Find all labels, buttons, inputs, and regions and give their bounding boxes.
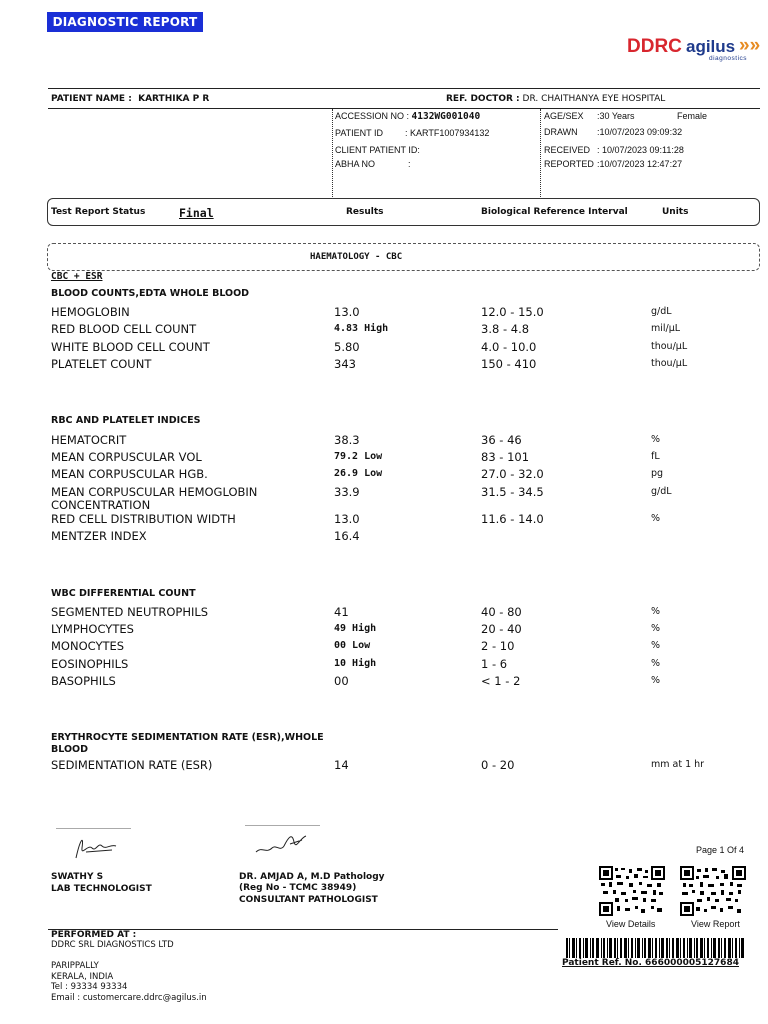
unit: % [651, 606, 661, 617]
test-name: MEAN CORPUSCULAR VOL [51, 450, 202, 464]
table-row [51, 433, 751, 449]
unit: pg [651, 468, 664, 479]
test-result: 00 [334, 674, 349, 688]
reference-range: 31.5 - 34.5 [481, 485, 544, 499]
patient-name-row [51, 94, 209, 104]
received-row [544, 145, 759, 155]
report-badge: DIAGNOSTIC REPORT [47, 12, 203, 32]
test-result: 16.4 [334, 529, 360, 543]
abha-row [335, 159, 411, 169]
unit: fL [651, 451, 660, 462]
reference-range: 12.0 - 15.0 [481, 305, 544, 319]
lab-name: DDRC SRL DIAGNOSTICS LTD [51, 940, 174, 950]
logo-agilus: agilus [686, 37, 736, 56]
department-bar [47, 243, 760, 271]
report-status-bar [47, 198, 760, 226]
test-result-flagged: 49 High [334, 623, 377, 634]
company-logo [627, 36, 762, 66]
section-rbc-indices: RBC AND PLATELET INDICES [51, 415, 201, 426]
test-result-flagged: 79.2 Low [334, 451, 383, 462]
table-row [51, 485, 751, 515]
reference-range: 2 - 10 [481, 639, 515, 653]
test-name: EOSINOPHILS [51, 657, 129, 671]
table-row [51, 674, 751, 690]
drawn-label: DRAWN [544, 127, 578, 137]
pathologist-signature [250, 828, 320, 862]
test-result: 13.0 [334, 512, 360, 526]
lab-place: PARIPPALLY [51, 961, 99, 971]
table-row [51, 357, 751, 373]
test-result-flagged: 10 High [334, 658, 377, 669]
pathologist-title: CONSULTANT PATHOLOGIST [239, 895, 378, 905]
drawn-row [544, 127, 759, 137]
test-result: 38.3 [334, 433, 360, 447]
unit: mm at 1 hr [651, 759, 705, 770]
units-header: Units [662, 207, 689, 217]
table-row [51, 322, 751, 338]
results-header: Results [346, 207, 384, 217]
qr-code-details-icon[interactable] [599, 866, 665, 916]
test-result-flagged: 4.83 High [334, 323, 389, 334]
logo-subtitle: diagnostics [709, 55, 748, 62]
section-wbc-differential: WBC DIFFERENTIAL COUNT [51, 588, 196, 599]
table-row [51, 450, 751, 466]
unit: % [651, 658, 661, 669]
reference-range: 150 - 410 [481, 357, 537, 371]
view-report-link[interactable]: View Report [691, 919, 740, 929]
technologist-name: SWATHY S [51, 872, 104, 882]
test-name: BASOPHILS [51, 674, 116, 688]
table-row [51, 639, 751, 655]
ref-doctor-row [446, 94, 665, 104]
pathologist-name: DR. AMJAD A, M.D Pathology [239, 872, 385, 882]
reference-range: 0 - 20 [481, 758, 515, 772]
unit: % [651, 675, 661, 686]
ref-doctor: DR. CHAITHANYA EYE HOSPITAL [522, 94, 666, 104]
department-title: HAEMATOLOGY - CBC [310, 252, 403, 262]
reference-range: < 1 - 2 [481, 674, 521, 688]
test-name: HEMATOCRIT [51, 433, 127, 447]
unit: g/dL [651, 486, 672, 497]
table-row [51, 605, 751, 621]
test-name: HEMOGLOBIN [51, 305, 130, 319]
section-blood-counts: BLOOD COUNTS,EDTA WHOLE BLOOD [51, 288, 250, 299]
technologist-title: LAB TECHNOLOGIST [51, 884, 152, 894]
test-name: MONOCYTES [51, 639, 125, 653]
received-time: : 10/07/2023 09:11:28 [597, 145, 684, 155]
section-esr-title: ERYTHROCYTE SEDIMENTATION RATE (ESR),WHOLE [51, 732, 324, 743]
reference-range: 1 - 6 [481, 657, 508, 671]
test-name: PLATELET COUNT [51, 357, 152, 371]
test-result: 13.0 [334, 305, 360, 319]
lab-state: KERALA, INDIA [51, 972, 114, 982]
test-result-flagged: 26.9 Low [334, 468, 383, 479]
patient-name-label: PATIENT NAME : [51, 94, 132, 104]
unit: % [651, 434, 661, 445]
reported-row [544, 159, 759, 169]
test-name: SEDIMENTATION RATE (ESR) [51, 758, 213, 772]
test-result: 33.9 [334, 485, 360, 499]
ref-doctor-label: REF. DOCTOR : [446, 94, 520, 104]
test-result: 14 [334, 758, 349, 772]
drawn-time: :10/07/2023 09:09:32 [597, 127, 683, 137]
table-row [51, 467, 751, 483]
table-row [51, 512, 751, 528]
patient-id: : KARTF1007934132 [405, 128, 490, 138]
test-name: SEGMENTED NEUTROPHILS [51, 605, 209, 619]
test-name: MEAN CORPUSCULAR HGB. [51, 467, 208, 481]
unit: mil/µL [651, 323, 681, 334]
reference-range: 36 - 46 [481, 433, 522, 447]
client-patient-id-label: CLIENT PATIENT ID: [335, 145, 420, 155]
lab-email: Email : customercare.ddrc@agilus.in [51, 993, 207, 1003]
reference-range: 20 - 40 [481, 622, 522, 636]
reference-range: 4.0 - 10.0 [481, 340, 537, 354]
report-status-label: Test Report Status [51, 207, 146, 217]
unit: g/dL [651, 306, 672, 317]
lab-telephone: Tel : 93334 93334 [51, 982, 128, 992]
age: :30 Years [597, 111, 635, 121]
age-sex-row [544, 111, 759, 121]
test-result: 5.80 [334, 340, 360, 354]
table-row [51, 340, 751, 356]
panel-title: CBC + ESR [51, 271, 103, 282]
abha-colon: : [408, 159, 411, 169]
unit: thou/µL [651, 358, 688, 369]
test-result: 41 [334, 605, 349, 619]
barcode-icon [566, 938, 746, 958]
table-row [51, 758, 751, 774]
test-name-continued: CONCENTRATION [51, 498, 151, 512]
patient-ref-number: Patient Ref. No. 666000005127684 [562, 958, 739, 968]
unit: % [651, 513, 661, 524]
test-result: 343 [334, 357, 356, 371]
reference-range: 40 - 80 [481, 605, 522, 619]
test-name: MEAN CORPUSCULAR HEMOGLOBIN [51, 485, 258, 499]
test-name: WHITE BLOOD CELL COUNT [51, 340, 210, 354]
abha-label: ABHA NO [335, 159, 376, 169]
unit: % [651, 640, 661, 651]
patient-id-label: PATIENT ID [335, 128, 384, 138]
patient-id-row [335, 128, 490, 138]
reference-range: 3.8 - 4.8 [481, 322, 530, 336]
accession-label: ACCESSION NO : [335, 111, 410, 121]
reference-range: 27.0 - 32.0 [481, 467, 544, 481]
table-row [51, 529, 751, 545]
reference-range: 11.6 - 14.0 [481, 512, 544, 526]
report-status-value: Final [179, 206, 214, 220]
table-row [51, 305, 751, 321]
test-name: RED BLOOD CELL COUNT [51, 322, 197, 336]
reference-header: Biological Reference Interval [481, 207, 628, 217]
reported-label: REPORTED [544, 159, 594, 169]
logo-chevrons-icon: »» [739, 35, 761, 56]
accession-number: 4132WG001040 [411, 111, 481, 122]
view-details-link[interactable]: View Details [606, 919, 656, 929]
unit: thou/µL [651, 341, 688, 352]
test-name: LYMPHOCYTES [51, 622, 134, 636]
performed-at-label: PERFORMED AT : [51, 930, 137, 940]
logo-ddrc: DDRC [627, 36, 682, 57]
technologist-signature [66, 830, 126, 864]
table-row [51, 622, 751, 638]
pathologist-registration: (Reg No - TCMC 38949) [239, 883, 357, 893]
test-name: MENTZER INDEX [51, 529, 147, 543]
patient-name: KARTHIKA P R [138, 94, 210, 104]
unit: % [651, 623, 661, 634]
table-row [51, 657, 751, 673]
page-number: Page 1 Of 4 [696, 845, 745, 855]
reported-time: :10/07/2023 12:47:27 [597, 159, 683, 169]
received-label: RECEIVED [544, 145, 591, 155]
age-sex-label: AGE/SEX [544, 111, 584, 121]
test-name: RED CELL DISTRIBUTION WIDTH [51, 512, 236, 526]
section-esr-title-continued: BLOOD [51, 744, 88, 755]
accession-row [335, 111, 480, 122]
sex: Female [677, 111, 708, 121]
test-result-flagged: 00 Low [334, 640, 371, 651]
qr-code-report-icon[interactable] [680, 866, 746, 916]
reference-range: 83 - 101 [481, 450, 530, 464]
